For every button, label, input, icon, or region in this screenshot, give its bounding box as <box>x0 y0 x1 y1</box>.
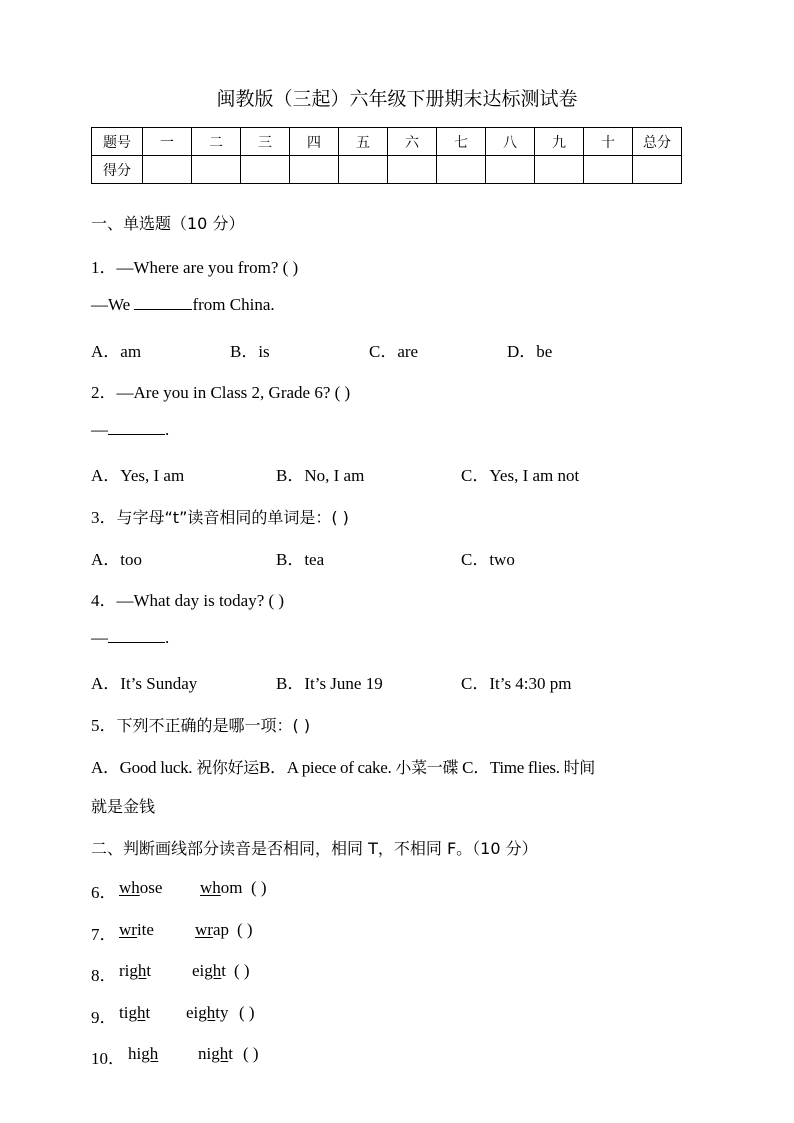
q9-word1-start: ti <box>119 1003 129 1022</box>
cell-header-10: 十 <box>584 128 633 156</box>
q8-word1-rest: t <box>146 961 152 980</box>
q10-item <box>91 1044 391 1066</box>
q4-option-b[interactable]: B．It’s June 19 <box>276 674 383 693</box>
score-table-header-row <box>92 128 682 156</box>
q7-item <box>91 920 391 942</box>
cell-label-tihao: 题号 <box>92 128 143 156</box>
q4-answer-line <box>91 628 169 648</box>
q9-number: 9． <box>91 1008 117 1027</box>
score-cell-6[interactable] <box>388 156 437 184</box>
q1-option-c[interactable]: C．are <box>369 342 419 361</box>
score-cell-9[interactable] <box>535 156 584 184</box>
score-table-score-row <box>92 156 682 184</box>
q5-option-a-cn: 祝你好运 <box>196 758 259 777</box>
section1-heading: 一、单选题（10 分） <box>91 214 245 233</box>
q9-word2-start: ei <box>186 1003 199 1022</box>
q9-word2-rest: ty <box>215 1003 229 1022</box>
q3-option-a[interactable]: A．too <box>91 550 142 569</box>
q4-blank[interactable] <box>108 642 165 643</box>
q10-word2-underlined: gh <box>211 1044 229 1063</box>
cell-header-4: 四 <box>290 128 339 156</box>
q2-option-c[interactable]: C．Yes, I am not <box>461 466 580 485</box>
q10-word1 <box>128 1044 158 1064</box>
score-cell-2[interactable] <box>192 156 241 184</box>
q6-word2-underlined: wh <box>200 878 221 897</box>
q6-answer-paren[interactable]: ( ) <box>251 878 267 897</box>
cell-header-6: 六 <box>388 128 437 156</box>
q8-word2 <box>192 961 226 981</box>
cell-header-5: 五 <box>339 128 388 156</box>
page-title: 闽教版（三起）六年级下册期末达标测试卷 <box>216 88 578 110</box>
q8-word1-start: ri <box>119 961 130 980</box>
q8-item <box>91 961 391 983</box>
q8-word2-rest: t <box>221 961 227 980</box>
q6-number: 6． <box>91 883 117 902</box>
q1-answer-line <box>91 295 275 315</box>
q2-answer-line <box>91 420 169 440</box>
q3-stem <box>91 503 349 528</box>
q5-options-line <box>91 753 595 778</box>
q9-word1-rest: t <box>145 1003 151 1022</box>
q4-option-a[interactable]: A．It’s Sunday <box>91 674 198 693</box>
q9-answer-paren[interactable]: ( ) <box>239 1003 255 1022</box>
score-cell-1[interactable] <box>143 156 192 184</box>
q9-word2 <box>186 1003 229 1023</box>
q2-option-a[interactable]: A．Yes, I am <box>91 466 185 485</box>
score-cell-4[interactable] <box>290 156 339 184</box>
q7-word1-underlined: wr <box>119 920 137 939</box>
q6-word1-rest: ose <box>139 878 163 897</box>
q1-option-b[interactable]: B．is <box>230 342 270 361</box>
q3-stem-text: 与字母“t”读音相同的单词是：( ) <box>116 508 349 527</box>
q5-option-b-cn: 小菜一碟 <box>395 758 459 777</box>
q10-word2-start: ni <box>198 1044 212 1063</box>
q2-line-b: . <box>165 420 170 439</box>
q6-word2-rest: om <box>220 878 243 897</box>
q2-option-b[interactable]: B．No, I am <box>276 466 365 485</box>
q6-item <box>91 878 391 900</box>
q10-number: 10． <box>91 1049 125 1068</box>
q4-line-b: . <box>165 628 170 647</box>
q3-number: 3． <box>91 508 117 527</box>
q10-word1-underlined: gh <box>141 1044 159 1063</box>
q7-word2 <box>195 920 229 940</box>
q3-option-c[interactable]: C．two <box>461 550 515 569</box>
cell-label-defen: 得分 <box>92 156 143 184</box>
q1-line-b: from China. <box>192 295 275 314</box>
q4-line-a: — <box>91 628 108 647</box>
q5-option-a[interactable]: A．Good luck. <box>91 758 197 777</box>
q1-option-d[interactable]: D．be <box>507 342 553 361</box>
cell-header-9: 九 <box>535 128 584 156</box>
q4-stem: 4．—What day is today? ( ) <box>91 591 285 610</box>
q9-word1-underlined: gh <box>128 1003 146 1022</box>
q3-option-b[interactable]: B．tea <box>276 550 325 569</box>
score-cell-10[interactable] <box>584 156 633 184</box>
q10-word1-start: hi <box>128 1044 142 1063</box>
score-cell-3[interactable] <box>241 156 290 184</box>
q8-number: 8． <box>91 966 117 985</box>
cell-header-7: 七 <box>437 128 486 156</box>
cell-header-2: 二 <box>192 128 241 156</box>
q8-word2-start: ei <box>192 961 205 980</box>
score-table <box>91 127 682 184</box>
q10-answer-paren[interactable]: ( ) <box>243 1044 259 1063</box>
q7-answer-paren[interactable]: ( ) <box>237 920 253 939</box>
q1-option-a[interactable]: A．am <box>91 342 142 361</box>
score-cell-8[interactable] <box>486 156 535 184</box>
q6-word1-underlined: wh <box>119 878 140 897</box>
q5-option-c[interactable]: C．Time flies. <box>458 758 564 777</box>
cell-header-total: 总分 <box>633 128 682 156</box>
q5-option-b[interactable]: B．A piece of cake. <box>259 758 396 777</box>
section2-heading: 二、判断画线部分读音是否相同，相同 T，不相同 F。（10 分） <box>91 839 538 858</box>
cell-header-1: 一 <box>143 128 192 156</box>
q1-blank[interactable] <box>134 309 192 310</box>
q6-word1 <box>119 878 162 898</box>
score-cell-7[interactable] <box>437 156 486 184</box>
q7-word2-underlined: wr <box>195 920 213 939</box>
q4-option-c[interactable]: C．It’s 4:30 pm <box>461 674 572 693</box>
q7-word1-rest: ite <box>136 920 154 939</box>
q8-word1-underlined: gh <box>129 961 147 980</box>
q5-option-c-cn: 时间 <box>563 758 595 777</box>
q1-line-a: —We <box>91 295 135 314</box>
q8-word1 <box>119 961 151 981</box>
q7-word1 <box>119 920 154 940</box>
q8-word2-underlined: gh <box>204 961 222 980</box>
q5-number: 5． <box>91 716 117 735</box>
q5-option-c-cn-wrap: 就是金钱 <box>91 797 156 816</box>
q5-stem-text: 下列不正确的是哪一项：( ) <box>116 716 311 735</box>
q9-word2-underlined: gh <box>198 1003 216 1022</box>
score-cell-5[interactable] <box>339 156 388 184</box>
score-cell-total[interactable] <box>633 156 682 184</box>
cell-header-8: 八 <box>486 128 535 156</box>
q7-number: 7． <box>91 925 117 944</box>
q9-item <box>91 1003 391 1025</box>
q9-word1 <box>119 1003 150 1023</box>
q6-word2 <box>200 878 243 898</box>
q8-answer-paren[interactable]: ( ) <box>234 961 250 980</box>
q5-stem <box>91 711 310 736</box>
q2-blank[interactable] <box>108 434 165 435</box>
q2-line-a: — <box>91 420 108 439</box>
q7-word2-rest: ap <box>212 920 229 939</box>
q1-stem: 1．—Where are you from? ( ) <box>91 258 299 277</box>
q10-word2-rest: t <box>228 1044 233 1063</box>
q2-stem: 2．—Are you in Class 2, Grade 6? ( ) <box>91 383 351 402</box>
cell-header-3: 三 <box>241 128 290 156</box>
q10-word2 <box>198 1044 233 1064</box>
